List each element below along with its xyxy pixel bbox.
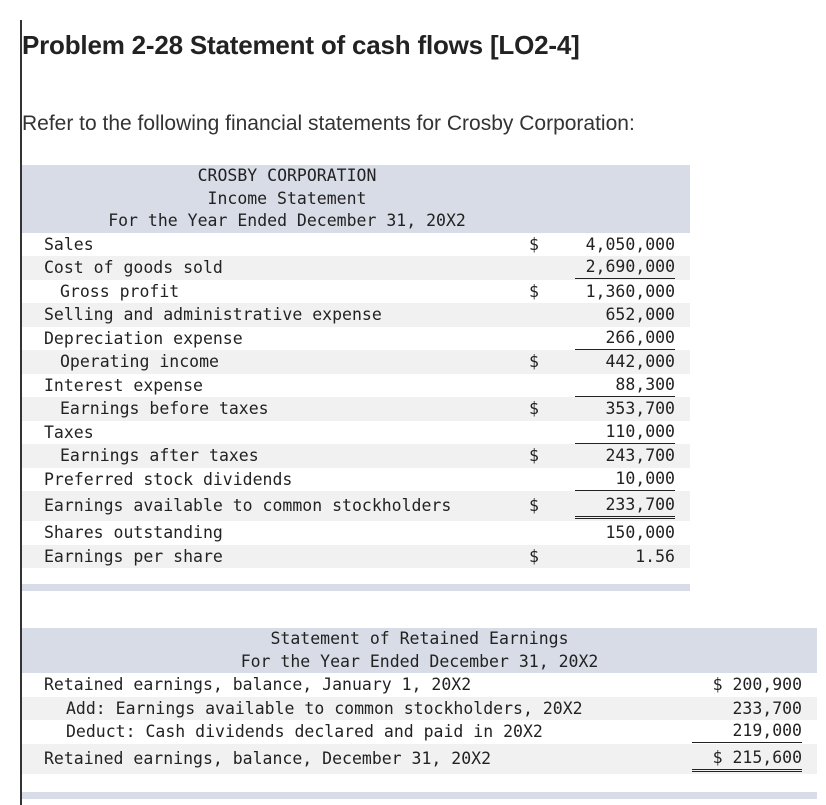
intro-text: Refer to the following financial statements for Crosby Corporation: [22, 112, 635, 135]
row-label: Operating income [60, 352, 219, 371]
row-amount: 10,000 [575, 468, 675, 491]
row-label: Add: Earnings available to common stockholders, 20X2 [66, 698, 583, 718]
table-row [22, 303, 690, 327]
table-row [22, 491, 690, 521]
row-currency: $ [529, 352, 539, 371]
row-label: Cost of goods sold [44, 258, 223, 277]
row-amount: $ 200,900 [712, 675, 802, 694]
table-row [22, 350, 690, 374]
table-row [22, 673, 817, 697]
company-name: CROSBY CORPORATION [197, 166, 377, 185]
row-amount: 266,000 [575, 327, 675, 350]
row-label: Earnings before taxes [60, 399, 269, 418]
row-label: Earnings after taxes [60, 446, 259, 465]
row-amount: 442,000 [605, 352, 675, 371]
row-label: Sales [44, 234, 94, 254]
row-label: Deduct: Cash dividends declared and paid in 20X2 [66, 722, 543, 741]
row-currency: $ [529, 546, 539, 566]
retained-earnings-footer-bar [22, 792, 817, 799]
table-row [22, 468, 690, 492]
row-label: Earnings per share [44, 546, 223, 566]
row-currency: $ [529, 446, 539, 465]
row-amount: 219,000 [692, 720, 802, 743]
row-amount: 150,000 [605, 523, 675, 542]
row-amount: 88,300 [575, 374, 675, 397]
table-row [22, 744, 817, 774]
table-row [22, 374, 690, 398]
row-currency: $ [529, 281, 539, 301]
row-amount: 353,700 [605, 399, 675, 418]
row-label: Selling and administrative expense [44, 305, 382, 324]
statement-period: For the Year Ended December 31, 20X2 [108, 211, 466, 230]
table-row [22, 421, 690, 445]
table-row [22, 327, 690, 351]
statement-name: Statement of Retained Earnings [270, 629, 569, 648]
table-row [22, 521, 690, 545]
page-title: Problem 2-28 Statement of cash flows [LO2-4] [22, 30, 580, 60]
row-currency: $ [529, 496, 539, 515]
row-currency: $ [529, 399, 539, 418]
row-amount: 110,000 [575, 421, 675, 444]
row-amount: 233,700 [575, 495, 675, 519]
row-label: Gross profit [60, 281, 180, 301]
retained-earnings-statement [22, 628, 817, 774]
table-row [22, 720, 817, 744]
table-row [22, 397, 690, 421]
row-currency: $ [529, 234, 539, 254]
row-amount: 1,360,000 [585, 281, 675, 301]
row-amount: 652,000 [605, 305, 675, 324]
row-amount: 1.56 [635, 546, 675, 566]
row-label: Retained earnings, balance, December 31, 20X2 [44, 748, 492, 768]
row-amount: $ 215,600 [692, 748, 802, 772]
row-amount: 243,700 [605, 446, 675, 465]
statement-name: Income Statement [207, 188, 367, 208]
table-row [22, 256, 690, 280]
row-label: Earnings available to common stockholders [44, 496, 452, 515]
row-label: Preferred stock dividends [44, 469, 293, 489]
row-amount: 233,700 [732, 698, 802, 718]
table-row [22, 280, 690, 304]
row-label: Interest expense [44, 375, 203, 395]
row-amount: 4,050,000 [585, 234, 675, 254]
row-label: Depreciation expense [44, 328, 243, 348]
row-label: Shares outstanding [44, 523, 223, 542]
statement-period: For the Year Ended December 31, 20X2 [240, 651, 599, 671]
retained-earnings-header [22, 628, 817, 673]
row-label: Retained earnings, balance, January 1, 20X2 [44, 675, 472, 694]
income-statement-footer-bar [22, 584, 690, 591]
table-row [22, 697, 817, 721]
table-row [22, 444, 690, 468]
row-amount: 2,690,000 [575, 256, 675, 279]
table-row [22, 545, 690, 569]
income-statement [22, 165, 690, 568]
income-statement-header [22, 165, 690, 233]
table-row [22, 233, 690, 257]
row-label: Taxes [44, 422, 94, 442]
